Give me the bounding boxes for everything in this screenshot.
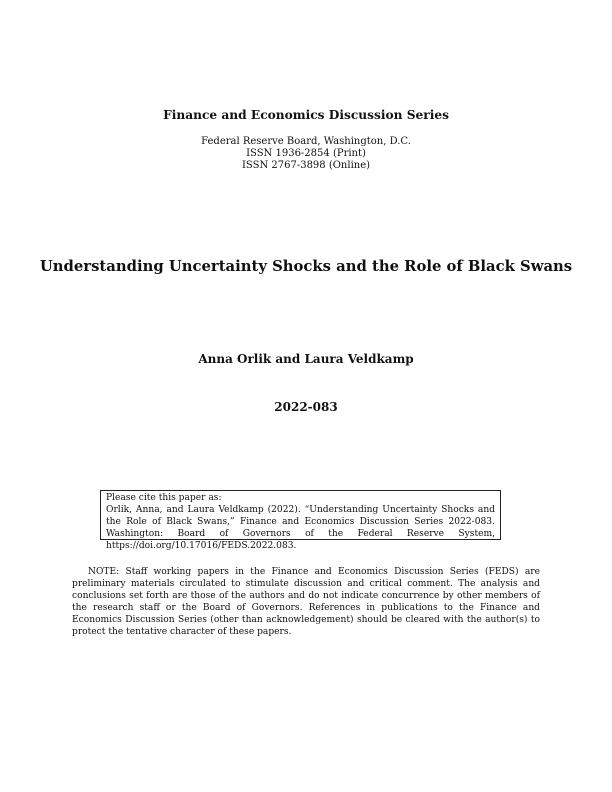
disclaimer-note: NOTE: Staff working papers in the Finance and Economics Discussion Series (FEDS) are preliminary materials circulated to stimulate discussion and critical comment. The analysis and conclusions set forth are those of the authors and do not indicate concurrence by other members of the research staff or the Board of Governors. References in publications to the Finance and Economics Discussion Series (other than acknowledgement) should be cleared with the author(s) to protect the tentative character of these papers.	[72, 567, 540, 637]
paper-title: Understanding Uncertainty Shocks and the Role of Black Swans	[39, 258, 573, 275]
citation-text: Orlik, Anna, and Laura Veldkamp (2022). “Understanding Uncertainty Shocks and the Role of Black Swans,” Finance and Economics Discussion Series 2022-083. Washington: Board of Governors of the Federal Reserve System, https://doi.org/10.17016/FEDS.2022.083.	[106, 505, 495, 551]
paper-number: 2022-083	[274, 400, 338, 414]
publisher: Federal Reserve Board, Washington, D.C.	[201, 136, 411, 147]
series-title: Finance and Economics Discussion Series	[163, 108, 449, 122]
issn-print: ISSN 1936-2854 (Print)	[246, 148, 366, 159]
citation-box	[100, 490, 501, 551]
citation-intro: Please cite this paper as:	[106, 493, 222, 503]
paper-authors: Anna Orlik and Laura Veldkamp	[198, 352, 414, 366]
issn-online: ISSN 2767-3898 (Online)	[241, 160, 371, 171]
